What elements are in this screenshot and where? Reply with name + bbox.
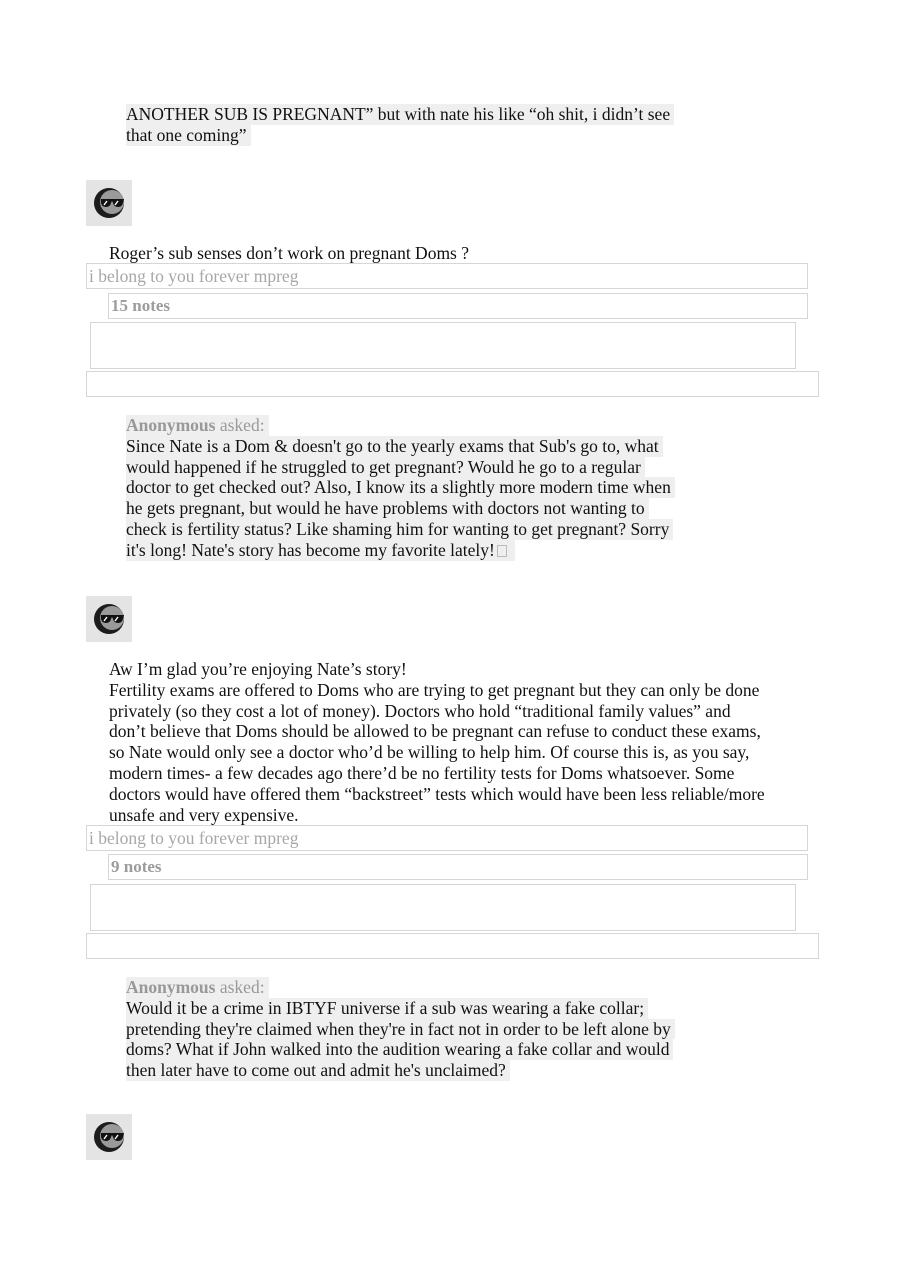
question-line: then later have to come out and admit he's unclaimed?: [126, 1060, 510, 1081]
post-footer-panel: [90, 884, 796, 931]
tag-link[interactable]: i belong to you forever mpreg: [89, 266, 299, 286]
question-line: doms? What if John walked into the audition wearing a fake collar and would: [126, 1039, 673, 1060]
asker-name[interactable]: Anonymous: [126, 415, 216, 435]
asked-label: asked:: [219, 415, 265, 435]
ask-block: [126, 415, 675, 561]
post-tag[interactable]: [86, 263, 808, 289]
avatar[interactable]: [86, 1114, 132, 1160]
question-line: check is fertility status? Like shaming him for wanting to get pregnant? Sorry: [126, 519, 673, 540]
post-separator-panel: [86, 933, 819, 959]
sunglasses-face-icon: [86, 1114, 132, 1160]
question-line: Since Nate is a Dom & doesn't go to the yearly exams that Sub's go to, what: [126, 436, 663, 457]
post-notes[interactable]: [108, 854, 808, 880]
text-line: Roger’s sub senses don’t work on pregnant Doms ?: [109, 243, 470, 263]
avatar[interactable]: [86, 180, 132, 226]
asked-label: asked:: [219, 977, 265, 997]
question-line: he gets pregnant, but would he have problems with doctors not wanting to: [126, 498, 649, 519]
text-line: unsafe and very expensive.: [109, 804, 299, 825]
question-line: doctor to get checked out? Also, I know its a slightly more modern time when: [126, 477, 675, 498]
ask-header: [126, 977, 269, 998]
sunglasses-face-icon: [86, 596, 132, 642]
post-continued-text: [126, 104, 674, 146]
question-line: Would it be a crime in IBTYF universe if a sub was wearing a fake collar;: [126, 998, 648, 1019]
tag-link[interactable]: i belong to you forever mpreg: [89, 828, 299, 848]
missing-emoji-icon: [497, 545, 507, 557]
text-line: that one coming”: [126, 125, 251, 146]
post-separator-panel: [86, 371, 819, 397]
ask-header: [126, 415, 269, 436]
asker-name[interactable]: Anonymous: [126, 977, 216, 997]
text-line: privately (so they cost a lot of money). Doctors who hold “traditional family values” and: [109, 700, 731, 721]
text-line: don’t believe that Doms should be allowed to be pregnant can refuse to conduct these exams,: [109, 721, 761, 742]
text-line: so Nate would only see a doctor who’d be willing to help him. Of course this is, as you say,: [109, 742, 750, 763]
avatar[interactable]: [86, 596, 132, 642]
post-notes[interactable]: [108, 293, 808, 319]
question-line-last: [126, 540, 515, 561]
notes-count[interactable]: 9 notes: [111, 857, 162, 876]
post-footer-panel: [90, 322, 796, 369]
post-answer: [109, 659, 765, 825]
text-line: Fertility exams are offered to Doms who are trying to get pregnant but they can only be done: [109, 679, 760, 700]
post-answer: [109, 243, 469, 264]
question-line: would happened if he struggled to get pregnant? Would he go to a regular: [126, 457, 645, 478]
text-line: Aw I’m glad you’re enjoying Nate’s story!: [109, 659, 407, 679]
post-tag[interactable]: [86, 825, 808, 851]
question-line: pretending they're claimed when they're in fact not in order to be left alone by: [126, 1019, 675, 1040]
text-line: doctors would have offered them “backstreet” tests which would have been less reliable/more: [109, 783, 765, 804]
ask-block: [126, 977, 675, 1081]
sunglasses-face-icon: [86, 180, 132, 226]
text-line: ANOTHER SUB IS PREGNANT” but with nate his like “oh shit, i didn’t see: [126, 104, 674, 125]
notes-count[interactable]: 15 notes: [111, 296, 171, 315]
question-text: it's long! Nate's story has become my favorite lately!: [126, 539, 495, 560]
text-line: modern times- a few decades ago there’d be no fertility tests for Doms whatsoever. Some: [109, 762, 735, 783]
